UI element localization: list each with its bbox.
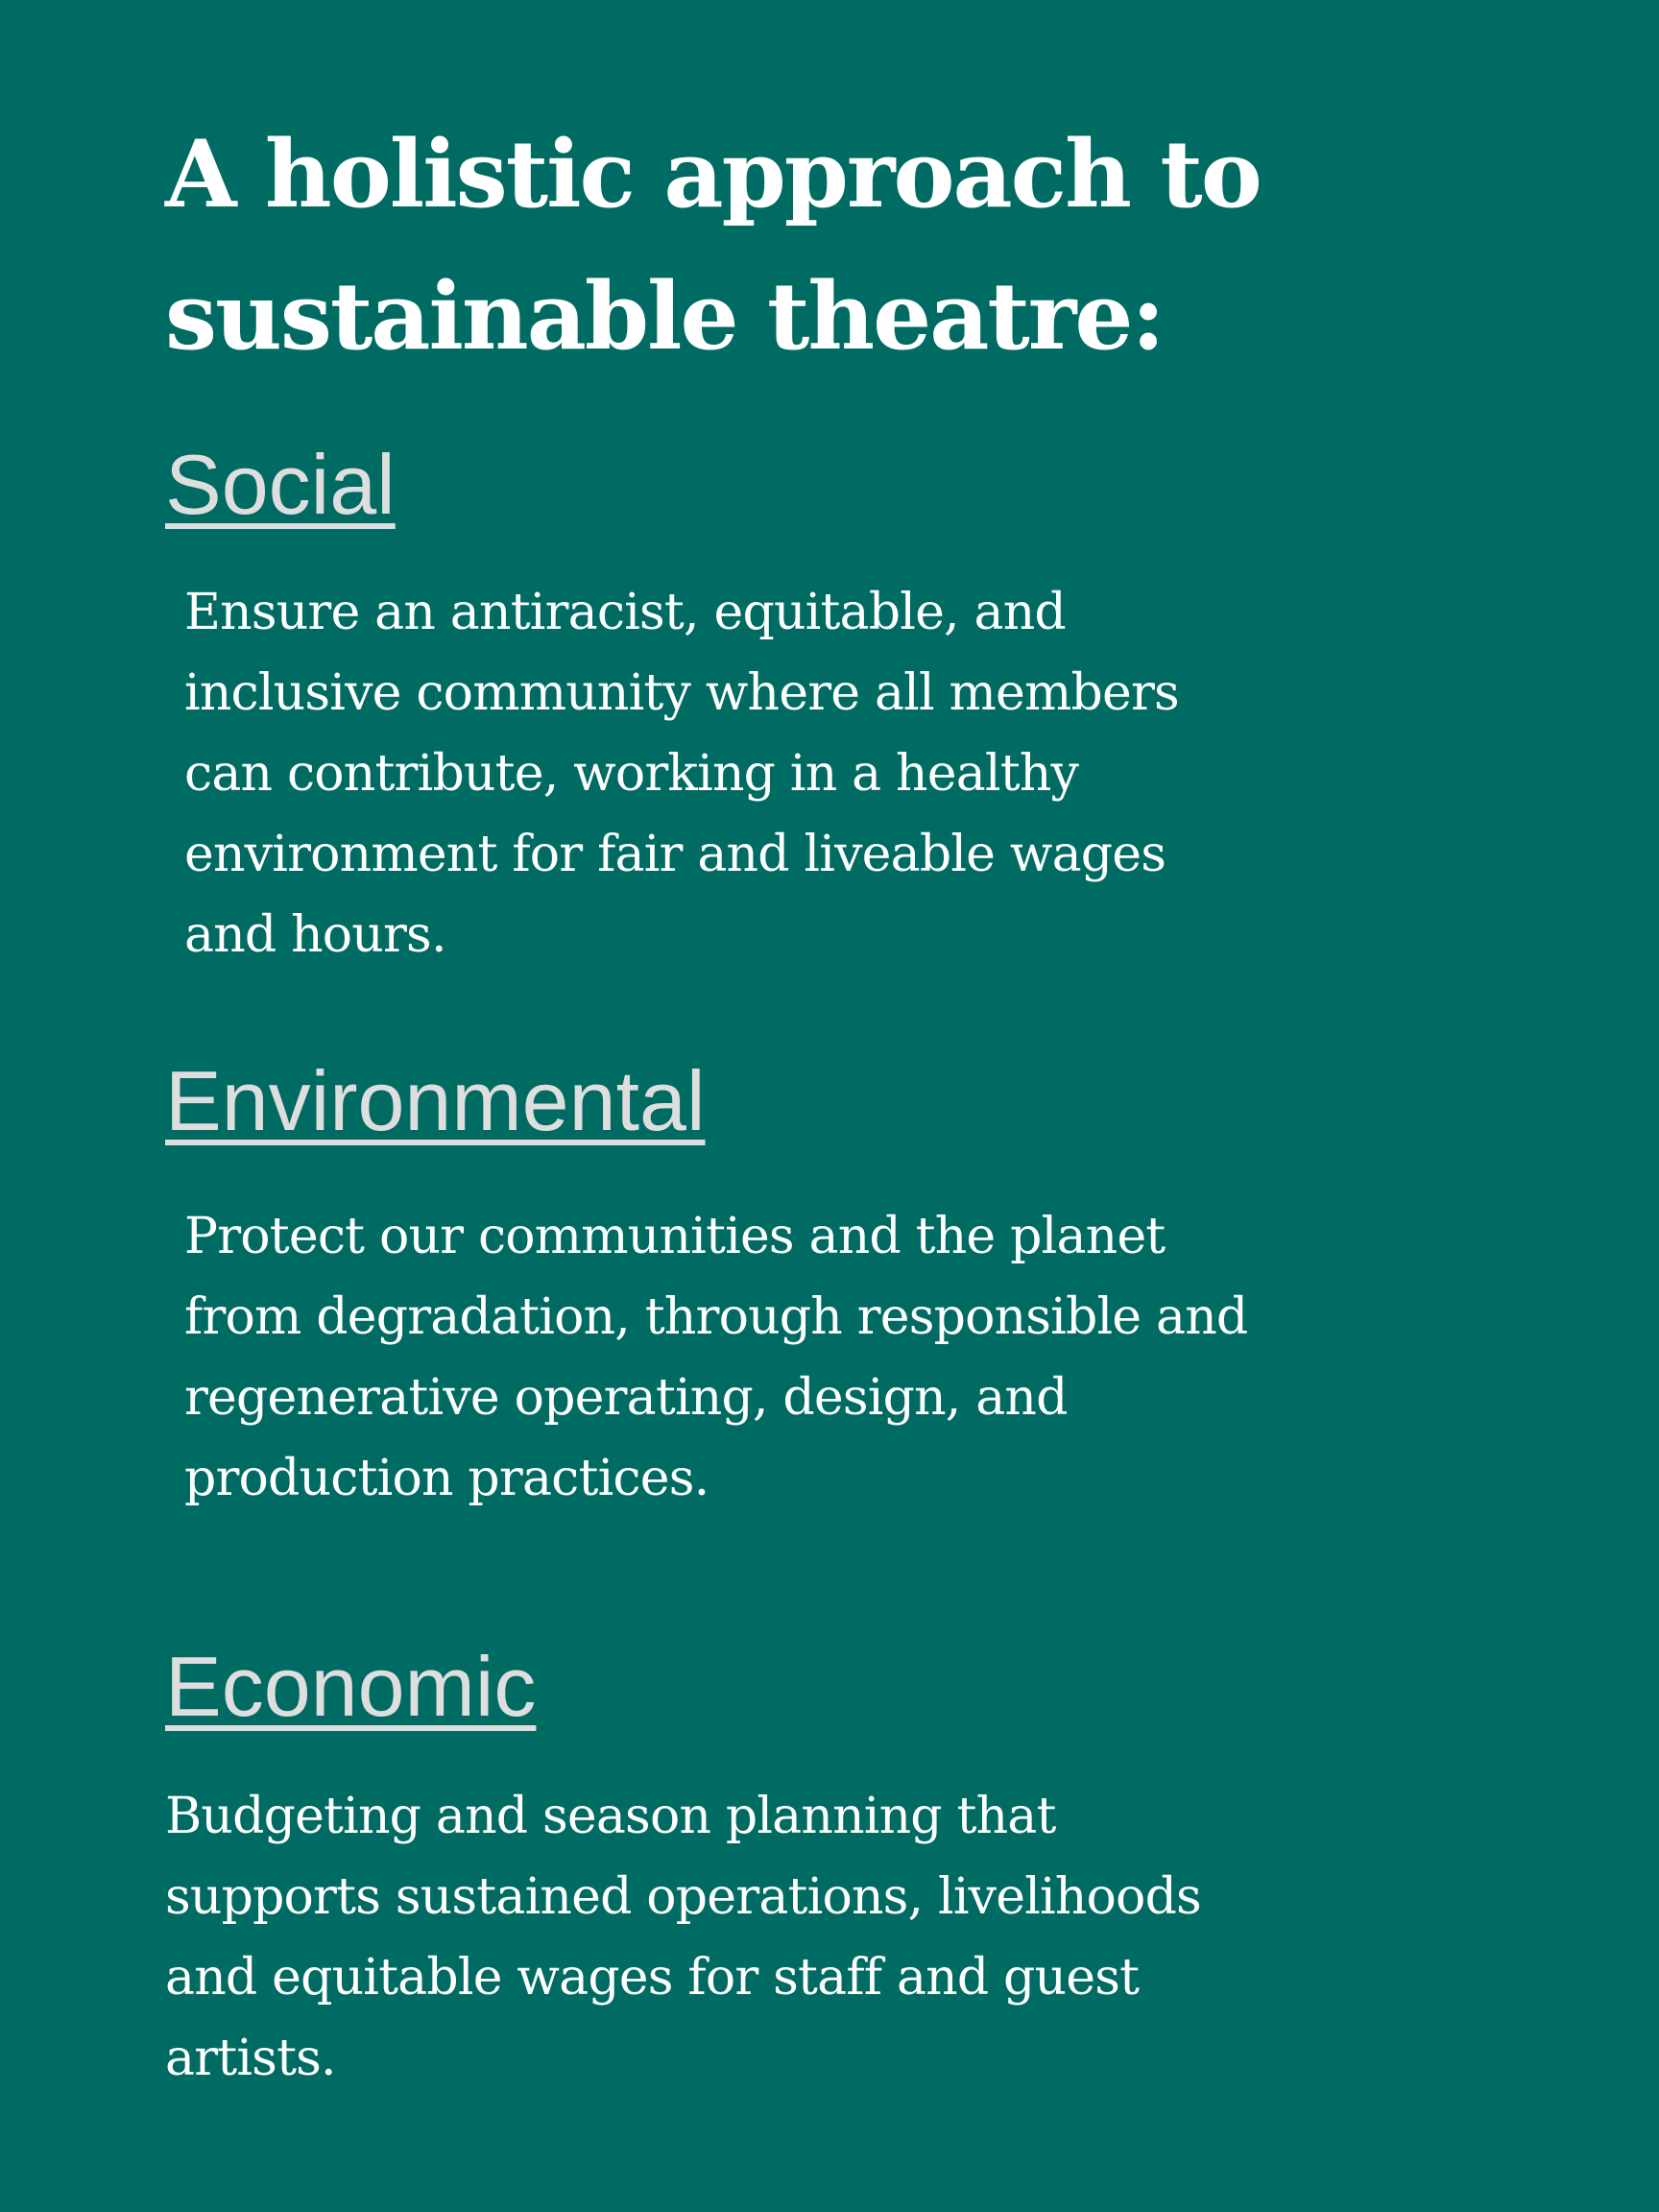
environmental-line-2: from degradation, through responsible and [184, 1288, 1248, 1346]
title-line-1: A holistic approach to [165, 120, 1261, 228]
environmental-line-1: Protect our communities and the planet [184, 1208, 1166, 1265]
economic-line-2: supports sustained operations, livelihoods [165, 1868, 1201, 1926]
page-title [165, 104, 1509, 388]
section-body-economic [165, 1776, 1432, 2099]
social-line-5: and hours. [184, 906, 446, 964]
environmental-line-4: production practices. [184, 1450, 709, 1507]
section-heading-social: Social [165, 437, 396, 532]
social-line-4: environment for fair and liveable wages [184, 826, 1166, 883]
environmental-line-3: regenerative operating, design, and [184, 1369, 1068, 1427]
economic-line-1: Budgeting and season planning that [165, 1788, 1056, 1845]
economic-line-3: and equitable wages for staff and guest [165, 1949, 1140, 2007]
social-line-3: can contribute, working in a healthy [184, 745, 1079, 803]
section-body-social [184, 572, 1452, 975]
social-line-2: inclusive community where all members [184, 664, 1179, 722]
title-line-2: sustainable theatre: [165, 262, 1164, 371]
section-heading-economic: Economic [165, 1639, 537, 1734]
section-body-environmental [184, 1196, 1452, 1519]
economic-line-4: artists. [165, 2030, 336, 2087]
social-line-1: Ensure an antiracist, equitable, and [184, 584, 1066, 641]
section-heading-environmental: Environmental [165, 1053, 706, 1148]
